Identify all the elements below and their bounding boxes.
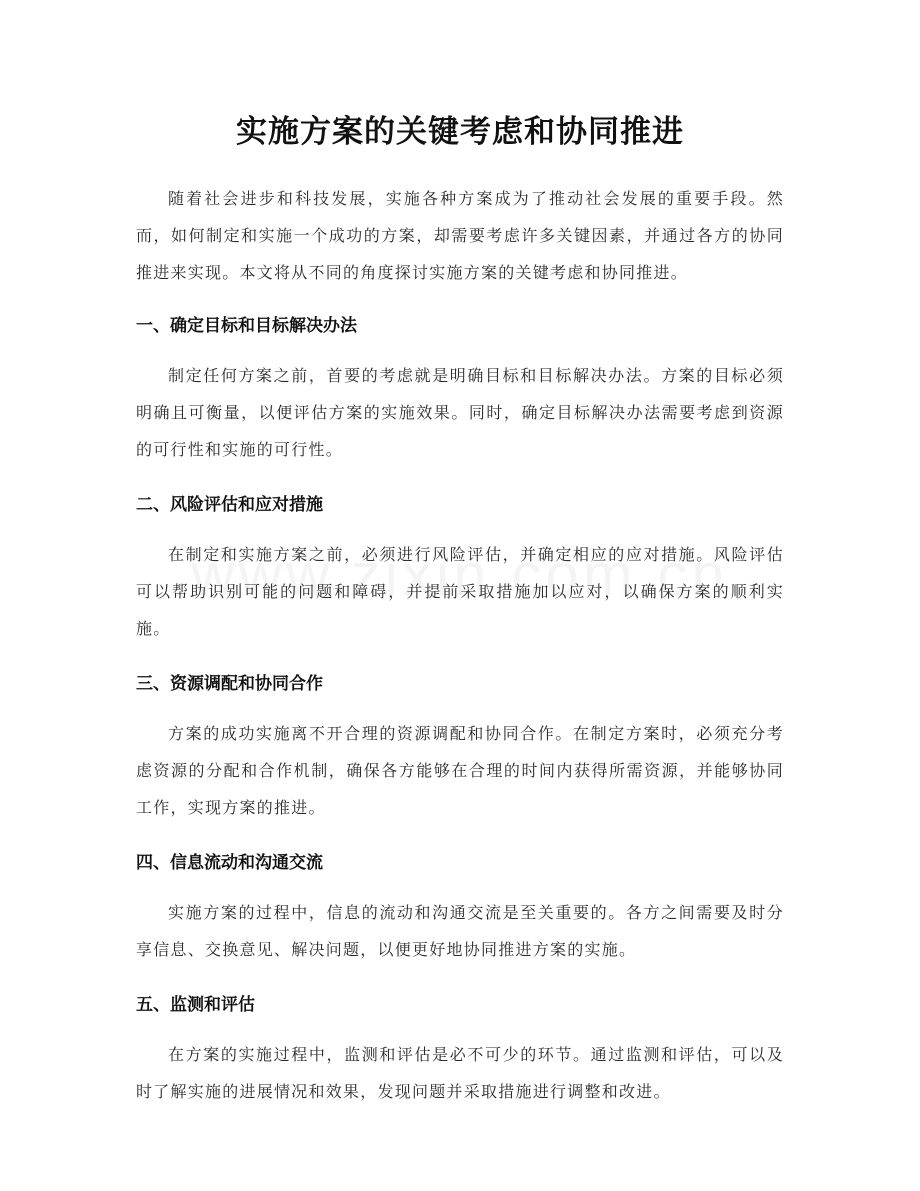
section-2 bbox=[136, 490, 784, 647]
section-paragraph: 在制定和实施方案之前，必须进行风险评估，并确定相应的应对措施。风险评估可以帮助识别可能的问题和障碍，并提前采取措施加以应对，以确保方案的顺利实施。 bbox=[136, 545, 784, 638]
section-paragraph: 方案的成功实施离不开合理的资源调配和协同合作。在制定方案时，必须充分考虑资源的分配和合作机制，确保各方能够在合理的时间内获得所需资源，并能够协同工作，实现方案的推进。 bbox=[136, 724, 784, 817]
section-5 bbox=[136, 990, 784, 1110]
document-body bbox=[136, 180, 784, 1132]
section-heading: 三、资源调配和协同合作 bbox=[136, 674, 323, 694]
section-3 bbox=[136, 669, 784, 826]
section-paragraph: 制定任何方案之前，首要的考虑就是明确目标和目标解决办法。方案的目标必须明确且可衡量，以便评估方案的实施效果。同时，确定目标解决办法需要考虑到资源的可行性和实施的可行性。 bbox=[136, 366, 784, 459]
section-heading: 五、监测和评估 bbox=[136, 995, 255, 1015]
section-heading: 二、风险评估和应对措施 bbox=[136, 495, 323, 515]
section-paragraph: 在方案的实施过程中，监测和评估是必不可少的环节。通过监测和评估，可以及时了解实施的进展情况和效果，发现问题并采取措施进行调整和改进。 bbox=[136, 1045, 784, 1101]
section-4 bbox=[136, 848, 784, 968]
intro-paragraph: 随着社会进步和科技发展，实施各种方案成为了推动社会发展的重要手段。然而，如何制定和实施一个成功的方案，却需要考虑许多关键因素，并通过各方的协同推进来实现。本文将从不同的角度探讨实施方案的关键考虑和协同推进。 bbox=[136, 189, 784, 282]
document-title: 实施方案的关键考虑和协同推进 bbox=[236, 114, 684, 150]
section-1 bbox=[136, 311, 784, 468]
section-heading: 一、确定目标和目标解决办法 bbox=[136, 316, 357, 336]
section-paragraph: 实施方案的过程中，信息的流动和沟通交流是至关重要的。各方之间需要及时分享信息、交换意见、解决问题，以便更好地协同推进方案的实施。 bbox=[136, 903, 784, 959]
section-heading: 四、信息流动和沟通交流 bbox=[136, 853, 323, 873]
